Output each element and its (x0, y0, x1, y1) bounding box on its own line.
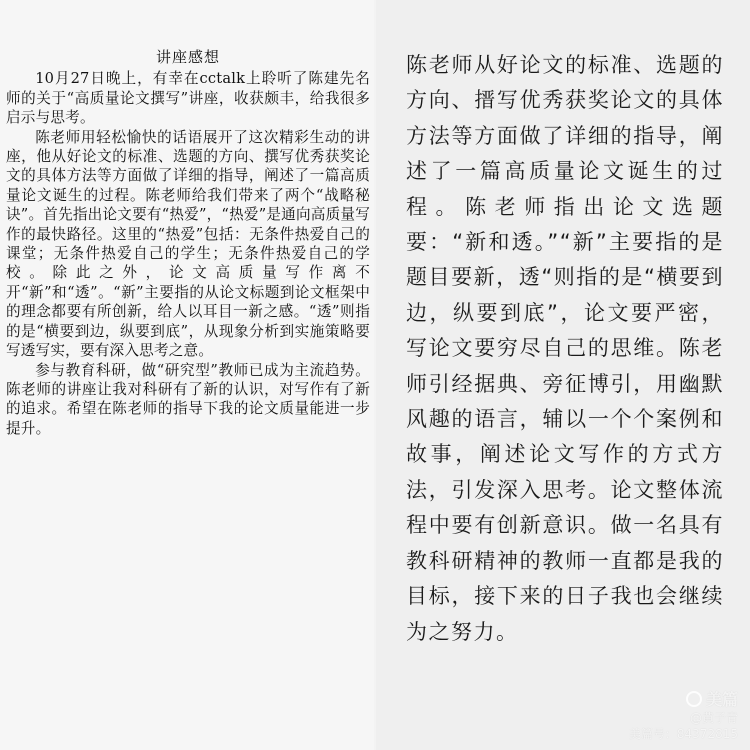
meipian-logo-icon (686, 691, 702, 707)
essay-paragraph-2: 陈老师用轻松愉快的话语展开了这次精彩生动的讲座，他从好论文的标准、选题的方向、撰写优秀获奖论文的具体方法等方面做了详细的指导，阐述了一篇高质量论文诞生的过程。陈老师给我们带来了两个“战略秘诀”。首先指出论文要有“热爱”，“热爱”是通向高质量写作的最快路径。这里的“热爱”包括：无条件热爱自己的课堂；无条件热爱自己的学生；无条件热爱自己的学校。除此之外，论文高质量写作离不开“新”和“透”。“新”主要指的从论文标题到论文框架中的理念都要有所创新，给人以耳目一新之感。“透”则指的是“横要到边，纵要到底”，从现象分析到实施策略要写透写实，要有深入思考之意。 (6, 128, 370, 360)
essay-document (6, 48, 370, 438)
watermark-brand (629, 687, 738, 710)
watermark-brand-label: 美篇 (705, 690, 738, 709)
essay-paragraph-1: 10月27日晚上，有幸在cctalk上聆听了陈建先名师的关于“高质量论文撰写”讲座，收获颇丰，给我很多启示与思考。 (6, 70, 370, 127)
summary-text: 陈老师从好论文的标准、选题的方向、搢写优秀获奖论文的具体方法等方面做了详细的指导，阐述了一篇高质量论文诞生的过程。陈老师指出论文选题要：“新和透。”“新”主要指的是题目要新，透“则指的是“横要到边，纵要到底”，论文要严密，写论文要穷尽自己的思维。陈老师引经据典、旁征博引，用幽默风趣的语言，辅以一个个案例和故事，阐述论文写作的方式方法，引发深入思考。论文整体流程中要有创新意识。做一名具有教科研精神的教师一直都是我的目标，接下来的日子我也会继续为之努力。 (406, 53, 724, 644)
watermark-author: @黄子青 (689, 711, 738, 725)
watermark-id: 美篇号：84372815 (628, 727, 738, 741)
watermark (629, 687, 738, 742)
essay-title: 讲座感想 (155, 48, 220, 66)
essay-paragraph-3: 参与教育科研，做“研究型”教师已成为主流趋势。陈老师的讲座让我对科研有了新的认识，对写作有了新的追求。希望在陈老师的指导下我的论文质量能进一步提升。 (6, 361, 370, 437)
